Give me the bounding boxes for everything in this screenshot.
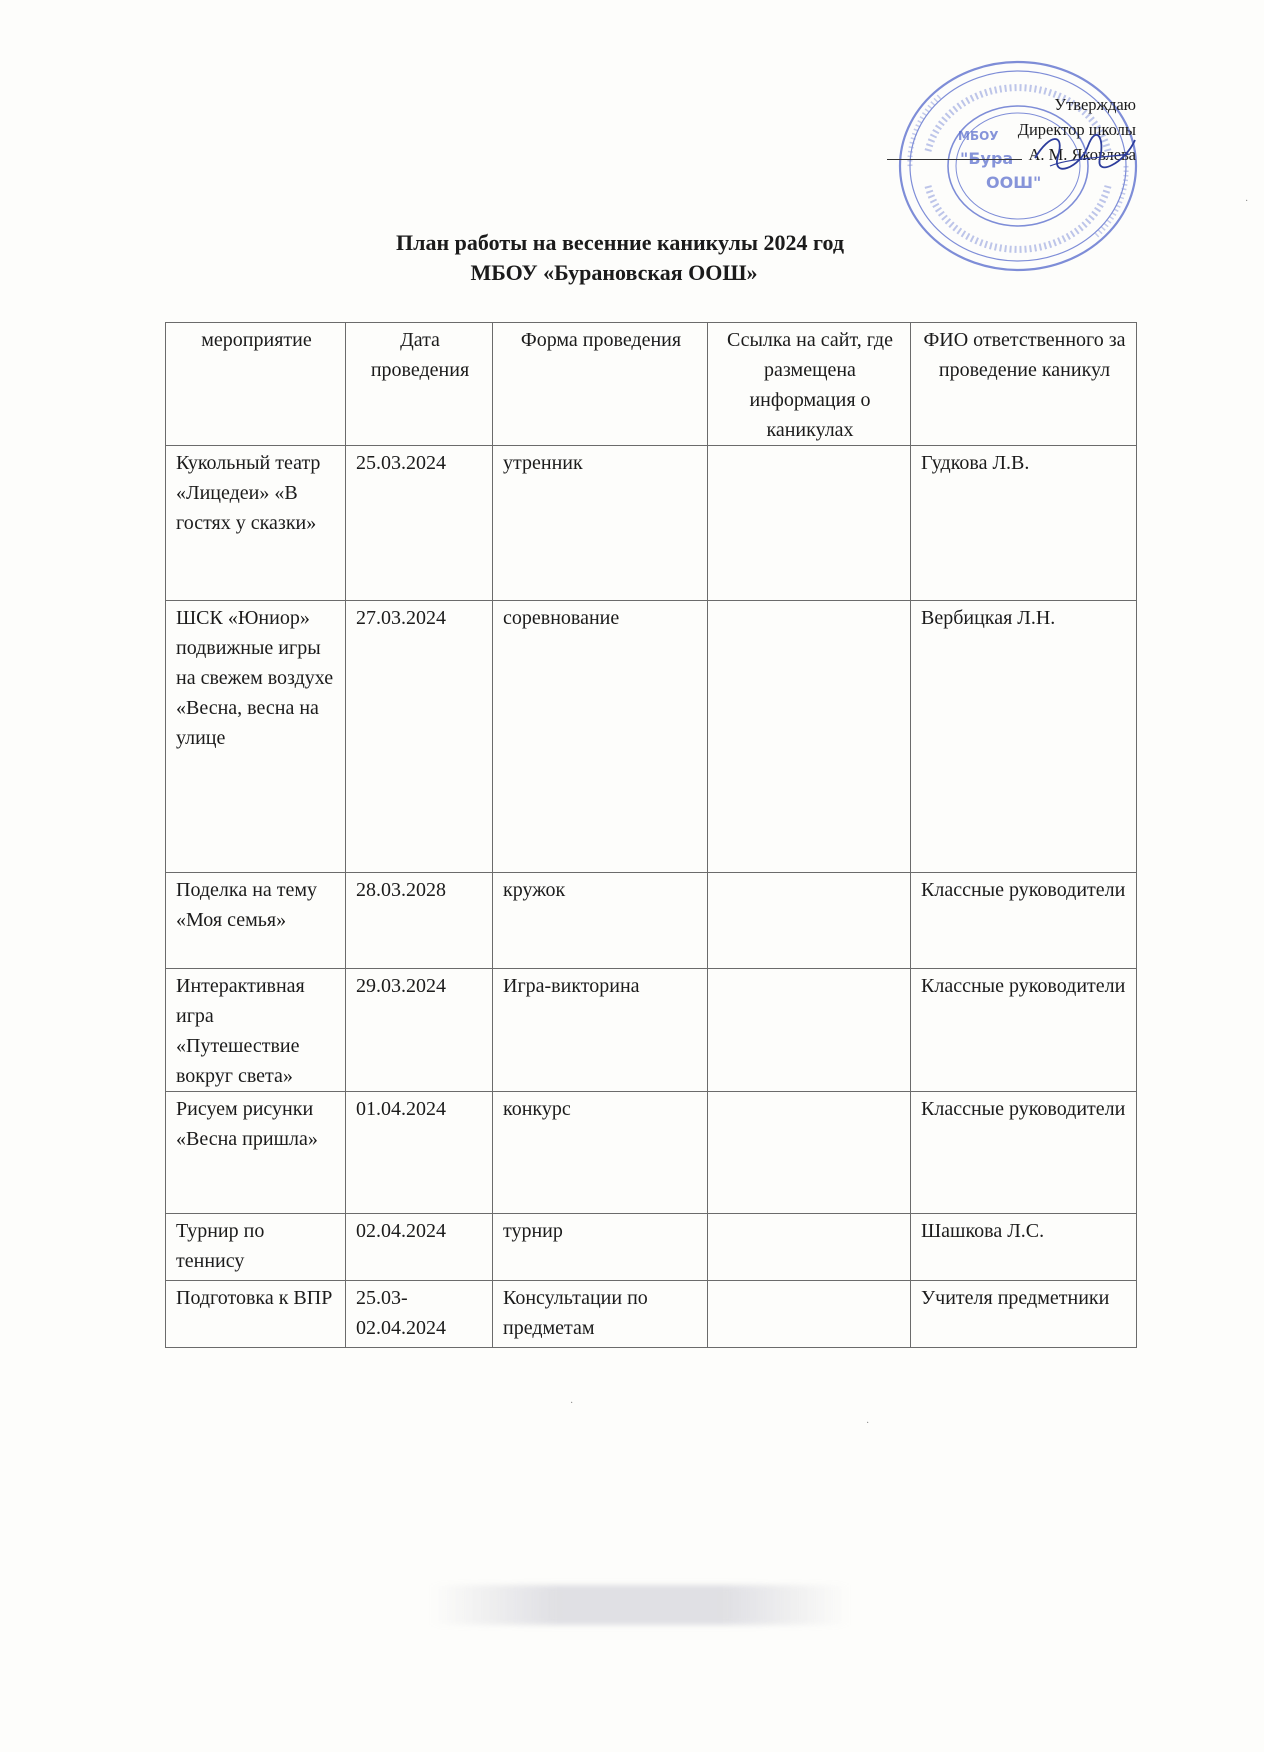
svg-text:ООШ": ООШ" bbox=[986, 173, 1042, 192]
page-title: План работы на весенние каникулы 2024 год bbox=[396, 230, 844, 255]
director-position: Директор школы bbox=[1017, 120, 1136, 139]
cell-date: 28.03.2028 bbox=[346, 873, 493, 969]
cell-date: 01.04.2024 bbox=[346, 1092, 493, 1214]
cell-event: Подготовка к ВПР bbox=[166, 1281, 346, 1348]
cell-responsible: Классные руководители bbox=[911, 1092, 1137, 1214]
cell-form: соревнование bbox=[493, 601, 708, 873]
cell-link bbox=[708, 1092, 911, 1214]
scan-speck: · bbox=[866, 1418, 870, 1429]
cell-event: Поделка на тему «Моя семья» bbox=[166, 873, 346, 969]
cell-responsible: Классные руководители bbox=[911, 873, 1137, 969]
cell-form: конкурс bbox=[493, 1092, 708, 1214]
table-header-row bbox=[166, 323, 1137, 446]
cell-date: 27.03.2024 bbox=[346, 601, 493, 873]
table-row bbox=[166, 446, 1137, 601]
director-name: А. М. Яковлева bbox=[1028, 145, 1136, 164]
header-event: мероприятие bbox=[166, 323, 346, 446]
cell-form: турнир bbox=[493, 1214, 708, 1281]
cell-responsible: Учителя предметники bbox=[911, 1281, 1137, 1348]
cell-responsible: Гудкова Л.В. bbox=[911, 446, 1137, 601]
cell-event: Турнир по теннису bbox=[166, 1214, 346, 1281]
cell-event: ШСК «Юниор» подвижные игры на свежем воздухе «Весна, весна на улице bbox=[166, 601, 346, 873]
approval-label: Утверждаю bbox=[1054, 95, 1136, 114]
cell-link bbox=[708, 446, 911, 601]
school-name: МБОУ «Бурановская ООШ» bbox=[470, 260, 758, 285]
table-row bbox=[166, 969, 1137, 1092]
director-signature bbox=[1030, 128, 1140, 178]
scan-speck: · bbox=[1245, 196, 1249, 207]
svg-text:МБОУ: МБОУ bbox=[958, 129, 999, 143]
cell-form: утренник bbox=[493, 446, 708, 601]
cell-link bbox=[708, 969, 911, 1092]
table-row bbox=[166, 1214, 1137, 1281]
cell-event: Кукольный театр «Лицедеи» «В гостях у сказки» bbox=[166, 446, 346, 601]
cell-date: 02.04.2024 bbox=[346, 1214, 493, 1281]
cell-form: кружок bbox=[493, 873, 708, 969]
scan-smudge bbox=[430, 1585, 850, 1625]
svg-text:"Бура: "Бура bbox=[960, 149, 1014, 168]
cell-responsible: Классные руководители bbox=[911, 969, 1137, 1092]
table-row bbox=[166, 1281, 1137, 1348]
cell-link bbox=[708, 873, 911, 969]
header-link: Ссылка на сайт, где размещена информация о каникулах bbox=[708, 323, 911, 446]
plan-table bbox=[165, 322, 1137, 1348]
cell-link bbox=[708, 601, 911, 873]
cell-form: Консультации по предметам bbox=[493, 1281, 708, 1348]
cell-event: Рисуем рисунки «Весна пришла» bbox=[166, 1092, 346, 1214]
table-row bbox=[166, 601, 1137, 873]
cell-date: 25.03-02.04.2024 bbox=[346, 1281, 493, 1348]
header-responsible: ФИО ответственного за проведение каникул bbox=[911, 323, 1137, 446]
signature-line bbox=[887, 158, 1022, 160]
cell-date: 25.03.2024 bbox=[346, 446, 493, 601]
cell-responsible: Шашкова Л.С. bbox=[911, 1214, 1137, 1281]
header-date: Дата проведения bbox=[346, 323, 493, 446]
header-form: Форма проведения bbox=[493, 323, 708, 446]
cell-date: 29.03.2024 bbox=[346, 969, 493, 1092]
cell-link bbox=[708, 1281, 911, 1348]
cell-responsible: Вербицкая Л.Н. bbox=[911, 601, 1137, 873]
cell-form: Игра-викторина bbox=[493, 969, 708, 1092]
table-row bbox=[166, 1092, 1137, 1214]
scan-speck: · bbox=[570, 1398, 574, 1409]
cell-link bbox=[708, 1214, 911, 1281]
table-row bbox=[166, 873, 1137, 969]
cell-event: Интерактивная игра «Путешествие вокруг света» bbox=[166, 969, 346, 1092]
